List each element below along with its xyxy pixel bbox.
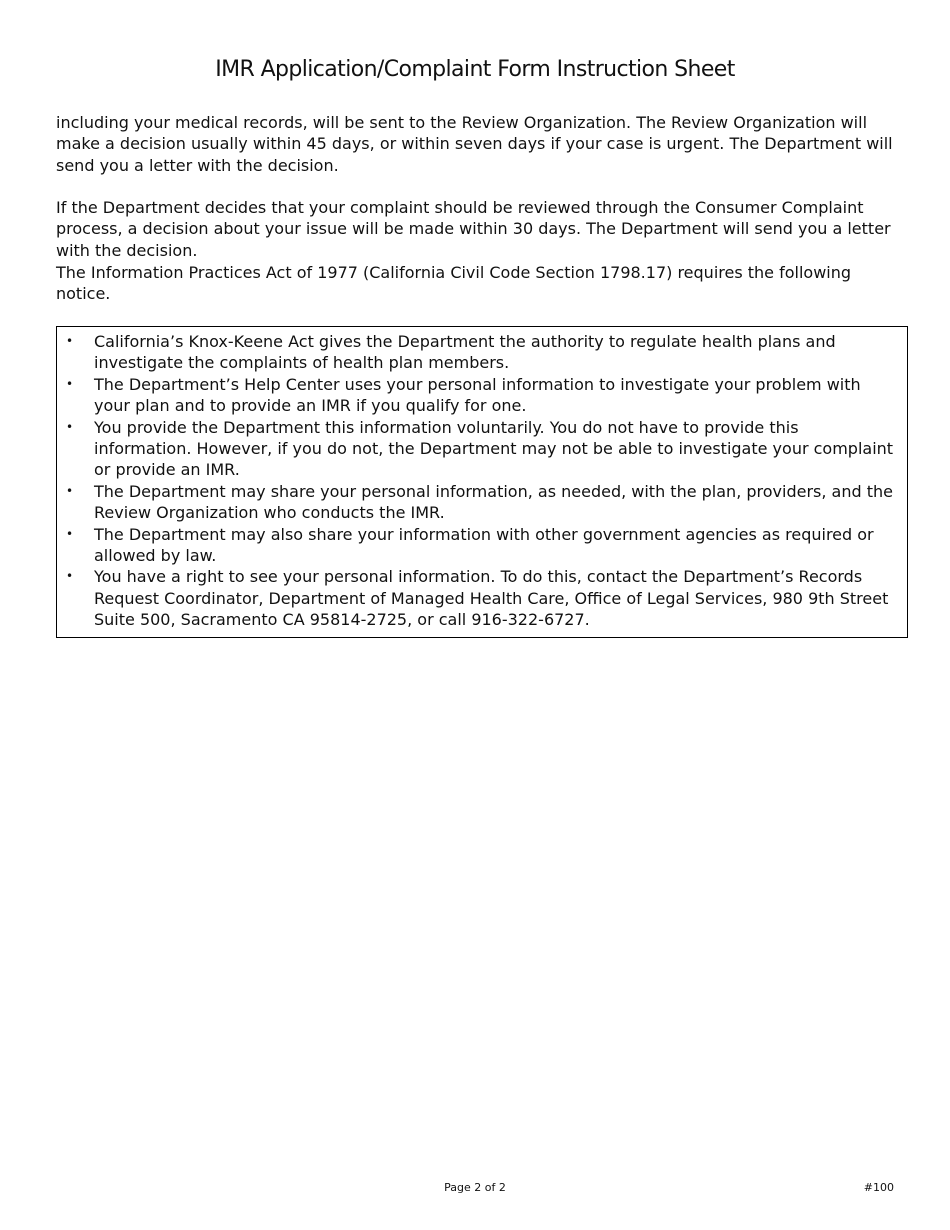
privacy-notice-list xyxy=(63,331,899,631)
bullet-icon: • xyxy=(66,569,74,584)
notice-item-text: The Department may share your personal information, as needed, with the plan, providers, and the Review Organization who conducts the IMR. xyxy=(94,481,893,523)
notice-item-text: The Department may also share your information with other government agencies as required or allowed by law. xyxy=(94,524,874,566)
notice-item-text: You provide the Department this information voluntarily. You do not have to provide this information. However, if you do not, the Department may not be able to investigate your complaint or provide an IMR. xyxy=(94,417,894,480)
notice-item-text: You have a right to see your personal information. To do this, contact the Department’s Records Request Coordinator, Department of Managed Health Care, Office of Legal Services, 980 9th Street Suite 500, Sacramento CA 95814-2725, or call 916-322-6727. xyxy=(94,567,889,630)
notice-item-government-agencies xyxy=(63,524,899,567)
bullet-icon: • xyxy=(66,526,74,541)
page-number: Page 2 of 2 xyxy=(444,1181,506,1194)
body-paragraph-information-practices-act: The Information Practices Act of 1977 (California Civil Code Section 1798.17) requires the following notice. xyxy=(56,263,852,304)
body-paragraph-consumer-complaint: If the Department decides that your complaint should be reviewed through the Consumer Complaint process, a decision about your issue will be made within 30 days. The Department will send you a letter with the decision. xyxy=(56,198,891,260)
bullet-icon: • xyxy=(66,376,74,391)
notice-item-knox-keene xyxy=(63,331,899,374)
body-paragraph-review-organization: including your medical records, will be sent to the Review Organization. The Review Organization will make a decision usually within 45 days, or within seven days if your case is urgent. The Department will send you a letter with the decision. xyxy=(56,113,893,175)
notice-item-help-center xyxy=(63,374,899,417)
bullet-icon: • xyxy=(66,419,74,434)
bullet-icon: • xyxy=(66,334,74,348)
bullet-icon: • xyxy=(66,483,74,498)
page-title: IMR Application/Complaint Form Instruction Sheet xyxy=(215,57,735,82)
privacy-notice-box xyxy=(56,326,908,638)
notice-item-voluntary xyxy=(63,417,899,481)
notice-item-right-to-see xyxy=(63,566,899,630)
notice-item-text: California’s Knox-Keene Act gives the Department the authority to regulate health plans and investigate the complaints of health plan members. xyxy=(94,332,836,373)
notice-item-sharing xyxy=(63,481,899,524)
notice-item-text: The Department’s Help Center uses your personal information to investigate your problem with your plan and to provide an IMR if you qualify for one. xyxy=(94,374,861,416)
form-number: #100 xyxy=(863,1181,894,1194)
